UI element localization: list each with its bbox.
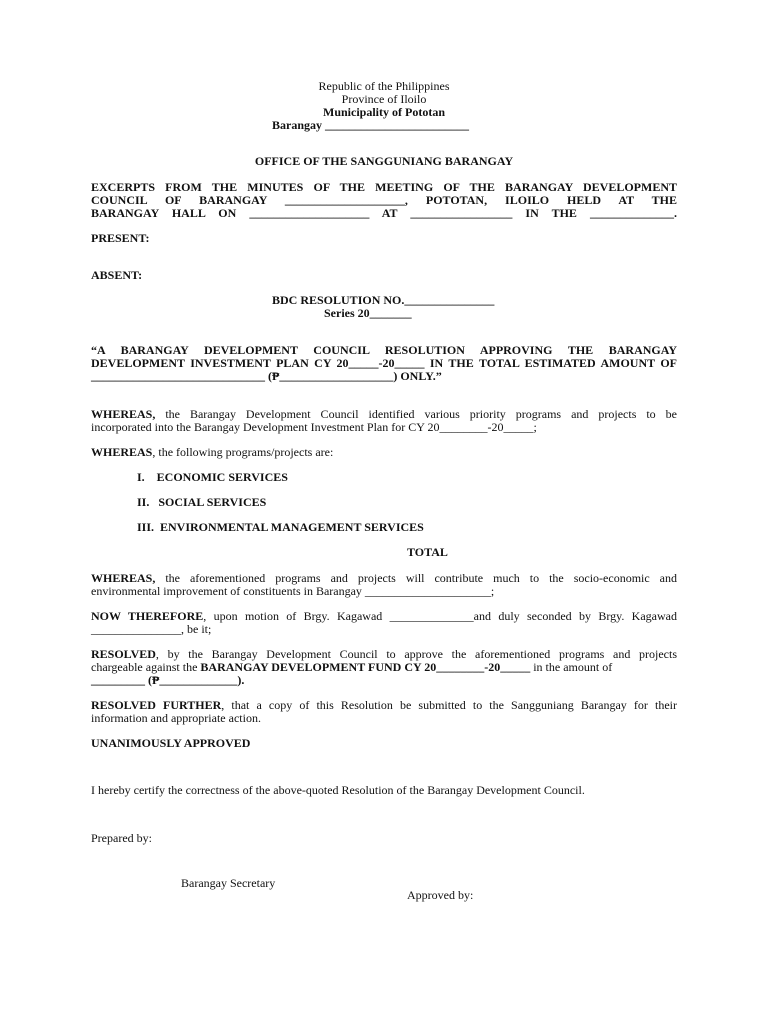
resolved-text-1: , by the Barangay Development Council to approve the aforementioned programs and projects	[155, 647, 677, 661]
whereas-1-label: WHEREAS,	[91, 407, 156, 421]
resolution-number: BDC RESOLUTION NO._______________	[272, 293, 495, 307]
whereas-3-line-1	[91, 571, 677, 585]
service-item-social: II. SOCIAL SERVICES	[137, 495, 267, 509]
resolved-text-2c: in the amount of	[530, 660, 613, 674]
certification-text: I hereby certify the correctness of the above-quoted Resolution of the Barangay Development Council.	[91, 783, 585, 797]
now-therefore-line-1	[91, 609, 677, 623]
whereas-3-line-2: environmental improvement of constituents in Barangay _____________________;	[91, 584, 495, 598]
whereas-1-line-2: incorporated into the Barangay Development Investment Plan for CY 20________-20_____;	[91, 420, 537, 434]
service-item-environmental: III. ENVIRONMENTAL MANAGEMENT SERVICES	[137, 520, 424, 534]
municipality-line: Municipality of Pototan	[323, 105, 445, 119]
absent-label: ABSENT:	[91, 268, 143, 282]
whereas-1-text-1: the Barangay Development Council identified various priority programs and projects to be	[155, 407, 677, 421]
excerpts-line-1: EXCERPTS FROM THE MINUTES OF THE MEETING OF THE BARANGAY DEVELOPMENT	[91, 180, 677, 194]
whereas-2-label: WHEREAS	[91, 445, 153, 459]
excerpts-line-2: COUNCIL OF BARANGAY ____________________, POTOTAN, ILOILO HELD AT THE	[91, 193, 677, 207]
whereas-3-label: WHEREAS,	[91, 571, 156, 585]
barangay-line: Barangay ________________________	[272, 118, 470, 132]
prepared-by-label: Prepared by:	[91, 831, 152, 845]
office-title: OFFICE OF THE SANGGUNIANG BARANGAY	[254, 154, 514, 168]
now-therefore-label: NOW THEREFORE	[91, 609, 204, 623]
whereas-1-line-1	[91, 407, 677, 421]
total-label: TOTAL	[407, 545, 448, 559]
whereas-2-text: , the following programs/projects are:	[152, 445, 334, 459]
whereas-3-text-1: the aforementioned programs and projects will contribute much to the socio-economic and	[155, 571, 677, 585]
barangay-fund-label: BARANGAY DEVELOPMENT FUND CY 20________-20_____	[200, 660, 531, 674]
republic-line: Republic of the Philippines	[318, 79, 450, 93]
resolved-further-text-1: , that a copy of this Resolution be submitted to the Sangguniang Barangay for their	[221, 698, 677, 712]
resolved-further-label: RESOLVED FURTHER	[91, 698, 222, 712]
excerpts-line-3: BARANGAY HALL ON ____________________ AT _________________ IN THE ______________.	[91, 206, 677, 220]
present-label: PRESENT:	[91, 231, 150, 245]
resolved-line-2	[91, 660, 612, 674]
resolution-title-line-2: DEVELOPMENT INVESTMENT PLAN CY 20_____-20_____ IN THE TOTAL ESTIMATED AMOUNT OF	[91, 356, 677, 370]
resolution-title-line-1: “A BARANGAY DEVELOPMENT COUNCIL RESOLUTION APPROVING THE BARANGAY	[91, 343, 677, 357]
approved-by-label: Approved by:	[407, 888, 474, 902]
province-line: Province of Iloilo	[341, 92, 427, 106]
resolution-title-line-3: _____________________________ (₱___________________) ONLY.”	[91, 369, 442, 383]
unanimously-approved: UNANIMOUSLY APPROVED	[91, 736, 251, 750]
resolved-label: RESOLVED	[91, 647, 156, 661]
whereas-2-line	[91, 445, 333, 459]
resolved-further-line-1	[91, 698, 677, 712]
resolved-line-3: _________ (₱_____________).	[91, 673, 245, 687]
resolution-series: Series 20_______	[324, 306, 412, 320]
now-therefore-line-2: _______________, be it;	[91, 622, 212, 636]
resolved-line-1	[91, 647, 677, 661]
barangay-secretary-label: Barangay Secretary	[181, 876, 276, 890]
now-therefore-text-1: , upon motion of Brgy. Kagawad ______________and duly seconded by Brgy. Kagawad	[203, 609, 677, 623]
resolved-further-line-2: information and appropriate action.	[91, 711, 261, 725]
service-item-economic: I. ECONOMIC SERVICES	[137, 470, 288, 484]
resolved-text-2a: chargeable against the	[91, 660, 201, 674]
